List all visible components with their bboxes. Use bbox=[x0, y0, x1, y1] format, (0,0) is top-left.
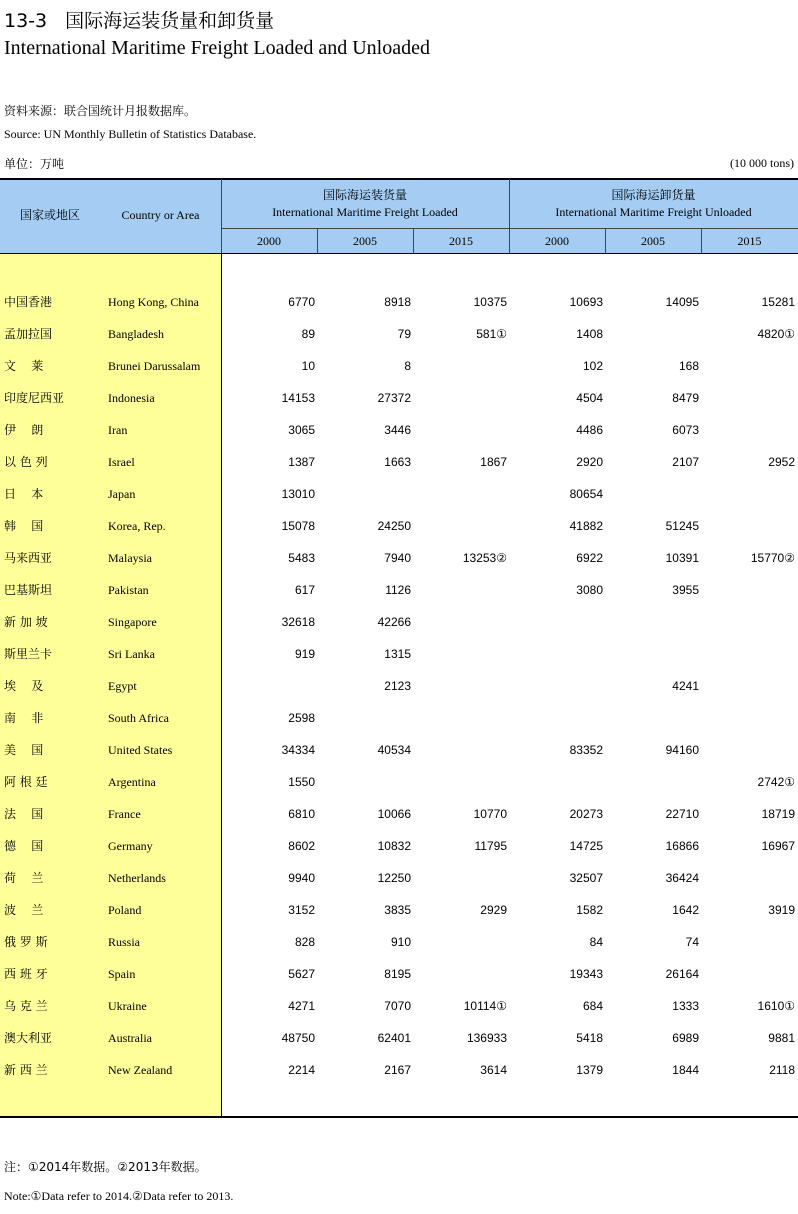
year-header: 2005 bbox=[641, 234, 665, 248]
value-cell: 102 bbox=[582, 359, 603, 373]
value-cell: 34334 bbox=[281, 743, 315, 757]
value-cell: 1379 bbox=[576, 1063, 603, 1077]
value-cell: 1333 bbox=[672, 999, 699, 1013]
country-name-en: Malaysia bbox=[108, 551, 152, 565]
value-cell: 18719 bbox=[761, 807, 795, 821]
value-cell: 5483 bbox=[288, 551, 315, 565]
table-row bbox=[0, 926, 798, 958]
value-cell: 15770② bbox=[750, 551, 795, 565]
country-name-cn: 西 班 牙 bbox=[4, 967, 48, 981]
value-cell: 6810 bbox=[288, 807, 315, 821]
country-name-cn: 伊 朗 bbox=[4, 423, 44, 437]
note-en: Note:①Data refer to 2014.②Data refer to 2013. bbox=[4, 1189, 234, 1203]
value-cell: 136933 bbox=[466, 1031, 507, 1045]
value-cell: 16967 bbox=[761, 839, 795, 853]
country-name-en: Brunei Darussalam bbox=[108, 359, 201, 373]
unit-cn: 单位：万吨 bbox=[4, 157, 65, 171]
country-name-cn: 南 非 bbox=[4, 711, 44, 725]
table-row bbox=[0, 478, 798, 510]
table-row bbox=[0, 574, 798, 606]
value-cell: 36424 bbox=[665, 871, 699, 885]
value-cell: 12250 bbox=[377, 871, 411, 885]
country-name-en: Pakistan bbox=[108, 583, 149, 597]
value-cell: 14095 bbox=[665, 295, 699, 309]
value-cell: 8918 bbox=[384, 295, 411, 309]
value-cell: 14725 bbox=[569, 839, 603, 853]
table-row bbox=[0, 830, 798, 862]
country-name-cn: 日 本 bbox=[4, 487, 44, 501]
value-cell: 2742① bbox=[757, 775, 795, 789]
value-cell: 3614 bbox=[480, 1063, 507, 1077]
value-cell: 581① bbox=[476, 327, 507, 341]
value-cell: 10 bbox=[301, 359, 315, 373]
value-cell: 3080 bbox=[576, 583, 603, 597]
table-row bbox=[0, 382, 798, 414]
value-cell: 828 bbox=[294, 935, 315, 949]
value-cell: 10693 bbox=[569, 295, 603, 309]
value-cell: 9881 bbox=[768, 1031, 795, 1045]
country-name-en: Hong Kong, China bbox=[108, 295, 199, 309]
table-row bbox=[0, 766, 798, 798]
source-cn: 资料来源：联合国统计月报数据库。 bbox=[4, 104, 197, 118]
country-name-cn: 以 色 列 bbox=[4, 455, 48, 469]
value-cell: 14153 bbox=[281, 391, 315, 405]
country-name-cn: 荷 兰 bbox=[4, 871, 44, 885]
value-cell: 2929 bbox=[480, 903, 507, 917]
value-cell: 684 bbox=[582, 999, 603, 1013]
value-cell: 168 bbox=[678, 359, 699, 373]
value-cell: 4486 bbox=[576, 423, 603, 437]
country-name-cn: 斯里兰卡 bbox=[4, 647, 53, 661]
value-cell: 13010 bbox=[281, 487, 315, 501]
value-cell: 10770 bbox=[473, 807, 507, 821]
value-cell: 10391 bbox=[665, 551, 699, 565]
country-name-cn: 俄 罗 斯 bbox=[4, 935, 48, 949]
table-row bbox=[0, 670, 798, 702]
note-cn: 注：①2014年数据。②2013年数据。 bbox=[4, 1160, 207, 1174]
country-name-en: Sri Lanka bbox=[108, 647, 155, 661]
value-cell: 3065 bbox=[288, 423, 315, 437]
year-header: 2000 bbox=[545, 234, 569, 248]
value-cell: 9940 bbox=[288, 871, 315, 885]
value-cell: 4504 bbox=[576, 391, 603, 405]
country-name-cn: 美 国 bbox=[4, 743, 44, 757]
value-cell: 51245 bbox=[665, 519, 699, 533]
country-name-cn: 印度尼西亚 bbox=[4, 391, 65, 405]
value-cell: 6073 bbox=[672, 423, 699, 437]
value-cell: 15078 bbox=[281, 519, 315, 533]
country-name-en: New Zealand bbox=[108, 1063, 173, 1077]
header-unloaded-en: International Maritime Freight Unloaded bbox=[555, 205, 752, 219]
value-cell: 40534 bbox=[377, 743, 411, 757]
value-cell: 27372 bbox=[377, 391, 411, 405]
value-cell: 2214 bbox=[288, 1063, 315, 1077]
table-row bbox=[0, 286, 798, 318]
value-cell: 2952 bbox=[768, 455, 795, 469]
value-cell: 13253② bbox=[462, 551, 507, 565]
value-cell: 8602 bbox=[288, 839, 315, 853]
country-name-cn: 德 国 bbox=[4, 839, 44, 853]
value-cell: 8479 bbox=[672, 391, 699, 405]
header-unloaded-cn: 国际海运卸货量 bbox=[611, 188, 696, 202]
value-cell: 1663 bbox=[384, 455, 411, 469]
value-cell: 22710 bbox=[665, 807, 699, 821]
country-name-cn: 新 西 兰 bbox=[4, 1063, 48, 1077]
year-header: 2000 bbox=[257, 234, 281, 248]
table-row bbox=[0, 318, 798, 350]
country-name-cn: 法 国 bbox=[4, 807, 44, 821]
value-cell: 5627 bbox=[288, 967, 315, 981]
value-cell: 1550 bbox=[288, 775, 315, 789]
year-header: 2005 bbox=[353, 234, 377, 248]
country-name-en: Australia bbox=[108, 1031, 152, 1045]
country-name-cn: 澳大利亚 bbox=[4, 1031, 53, 1045]
value-cell: 10375 bbox=[473, 295, 507, 309]
country-name-cn: 巴基斯坦 bbox=[4, 583, 53, 597]
country-name-en: Iran bbox=[108, 423, 128, 437]
value-cell: 80654 bbox=[569, 487, 603, 501]
country-name-cn: 马来西亚 bbox=[4, 551, 53, 565]
header-country-cn: 国家或地区 bbox=[19, 208, 80, 222]
table-title-text: 国际海运装货量和卸货量 bbox=[65, 10, 275, 32]
value-cell: 2118 bbox=[769, 1063, 795, 1077]
value-cell: 1315 bbox=[384, 647, 411, 661]
table-row bbox=[0, 638, 798, 670]
country-name-cn: 韩 国 bbox=[4, 519, 44, 533]
value-cell: 19343 bbox=[569, 967, 603, 981]
value-cell: 7070 bbox=[384, 999, 411, 1013]
value-cell: 5418 bbox=[576, 1031, 603, 1045]
value-cell: 910 bbox=[390, 935, 411, 949]
value-cell: 2598 bbox=[288, 711, 315, 725]
country-name-en: Ukraine bbox=[108, 999, 147, 1013]
country-name-en: South Africa bbox=[108, 711, 169, 725]
country-name-en: Russia bbox=[108, 935, 141, 949]
value-cell: 3152 bbox=[288, 903, 315, 917]
value-cell: 7940 bbox=[384, 551, 411, 565]
country-name-en: Argentina bbox=[108, 775, 156, 789]
table-row bbox=[0, 1054, 798, 1086]
top-rule bbox=[0, 178, 798, 180]
header-loaded-cn: 国际海运装货量 bbox=[322, 188, 407, 202]
table-row bbox=[0, 606, 798, 638]
value-cell: 26164 bbox=[665, 967, 699, 981]
value-cell: 4271 bbox=[288, 999, 315, 1013]
country-name-en: Poland bbox=[108, 903, 142, 917]
country-name-cn: 新 加 坡 bbox=[4, 615, 48, 629]
value-cell: 1408 bbox=[576, 327, 603, 341]
country-name-en: Japan bbox=[108, 487, 136, 501]
header-loaded-en: International Maritime Freight Loaded bbox=[272, 205, 458, 219]
value-cell: 15281 bbox=[761, 295, 795, 309]
table-row bbox=[0, 350, 798, 382]
value-cell: 32507 bbox=[569, 871, 603, 885]
table-number: 13-3 bbox=[4, 10, 48, 32]
value-cell: 6922 bbox=[576, 551, 603, 565]
value-cell: 1642 bbox=[672, 903, 699, 917]
value-cell: 6770 bbox=[288, 295, 315, 309]
source-en: Source: UN Monthly Bulletin of Statistics Database. bbox=[4, 127, 257, 141]
table-row bbox=[0, 542, 798, 574]
table-title-cn bbox=[4, 6, 274, 33]
table-row bbox=[0, 510, 798, 542]
country-name-en: Israel bbox=[108, 455, 135, 469]
value-cell: 3446 bbox=[384, 423, 411, 437]
value-cell: 2123 bbox=[384, 679, 411, 693]
value-cell: 8195 bbox=[384, 967, 411, 981]
value-cell: 6989 bbox=[672, 1031, 699, 1045]
value-cell: 42266 bbox=[377, 615, 411, 629]
table-row bbox=[0, 734, 798, 766]
value-cell: 79 bbox=[397, 327, 411, 341]
table-row bbox=[0, 414, 798, 446]
value-cell: 24250 bbox=[377, 519, 411, 533]
country-name-en: Korea, Rep. bbox=[108, 519, 166, 533]
country-name-cn: 埃 及 bbox=[4, 679, 44, 693]
value-cell: 919 bbox=[294, 647, 315, 661]
unit-en: (10 000 tons) bbox=[730, 156, 794, 170]
table-row bbox=[0, 990, 798, 1022]
value-cell: 4820① bbox=[757, 327, 795, 341]
value-cell: 1867 bbox=[480, 455, 507, 469]
table-row bbox=[0, 894, 798, 926]
value-cell: 1610① bbox=[757, 999, 795, 1013]
value-cell: 41882 bbox=[569, 519, 603, 533]
country-name-en: United States bbox=[108, 743, 173, 757]
country-name-cn: 孟加拉国 bbox=[4, 327, 53, 341]
country-name-cn: 波 兰 bbox=[4, 903, 44, 917]
country-name-en: Netherlands bbox=[108, 871, 166, 885]
value-cell: 84 bbox=[589, 935, 603, 949]
value-cell: 48750 bbox=[281, 1031, 315, 1045]
country-name-cn: 文 莱 bbox=[4, 359, 44, 373]
value-cell: 3919 bbox=[768, 903, 795, 917]
value-cell: 2107 bbox=[672, 455, 699, 469]
value-cell: 3955 bbox=[672, 583, 699, 597]
country-name-cn: 乌 克 兰 bbox=[4, 999, 48, 1013]
country-name-en: Egypt bbox=[108, 679, 137, 693]
country-name-en: Indonesia bbox=[108, 391, 155, 405]
value-cell: 20273 bbox=[569, 807, 603, 821]
value-cell: 3835 bbox=[384, 903, 411, 917]
country-name-en: Singapore bbox=[108, 615, 157, 629]
table-row bbox=[0, 862, 798, 894]
year-header: 2015 bbox=[737, 234, 762, 248]
value-cell: 74 bbox=[685, 935, 699, 949]
country-name-en: France bbox=[108, 807, 141, 821]
value-cell: 94160 bbox=[665, 743, 699, 757]
value-cell: 2920 bbox=[576, 455, 603, 469]
value-cell: 83352 bbox=[569, 743, 603, 757]
country-name-cn: 阿 根 廷 bbox=[4, 775, 48, 789]
country-name-en: Bangladesh bbox=[108, 327, 164, 341]
table-row bbox=[0, 958, 798, 990]
country-name-en: Germany bbox=[108, 839, 153, 853]
table-row bbox=[0, 702, 798, 734]
value-cell: 617 bbox=[294, 583, 315, 597]
value-cell: 1582 bbox=[576, 903, 603, 917]
table-row bbox=[0, 1022, 798, 1054]
value-cell: 10066 bbox=[377, 807, 411, 821]
value-cell: 4241 bbox=[672, 679, 699, 693]
bottom-rule bbox=[0, 1116, 798, 1118]
value-cell: 32618 bbox=[281, 615, 315, 629]
value-cell: 8 bbox=[404, 359, 411, 373]
table-row bbox=[0, 798, 798, 830]
value-cell: 10114① bbox=[463, 999, 507, 1013]
year-header: 2015 bbox=[449, 234, 473, 248]
value-cell: 62401 bbox=[377, 1031, 411, 1045]
value-cell: 89 bbox=[301, 327, 315, 341]
value-cell: 1387 bbox=[288, 455, 315, 469]
header-country-en: Country or Area bbox=[121, 208, 200, 222]
value-cell: 10832 bbox=[377, 839, 411, 853]
country-name-cn: 中国香港 bbox=[4, 295, 53, 309]
value-cell: 2167 bbox=[384, 1063, 411, 1077]
value-cell: 11795 bbox=[474, 839, 507, 853]
value-cell: 1844 bbox=[672, 1063, 699, 1077]
value-cell: 1126 bbox=[385, 583, 411, 597]
table-row bbox=[0, 446, 798, 478]
value-cell: 16866 bbox=[665, 839, 699, 853]
country-name-en: Spain bbox=[108, 967, 136, 981]
table-title-en: International Maritime Freight Loaded and Unloaded bbox=[4, 37, 430, 59]
